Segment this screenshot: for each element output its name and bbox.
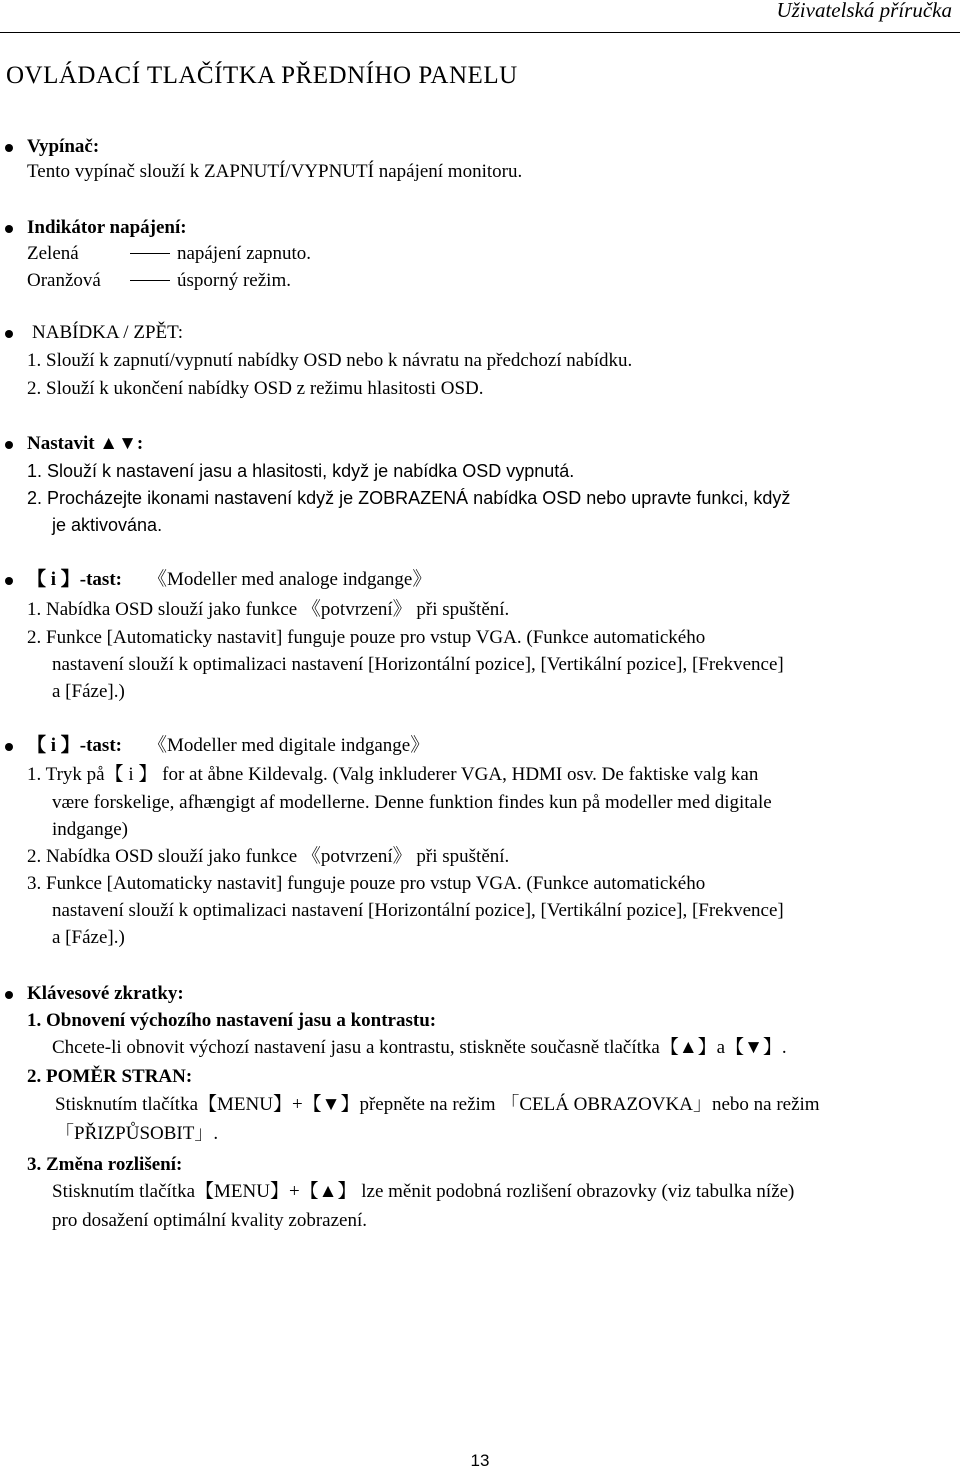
i-digital-item-1-line-3: indgange): [52, 819, 128, 840]
i-analog-item-2-line-3: a [Fáze].): [52, 681, 125, 702]
bullet-icon: [5, 330, 13, 338]
section-heading-power-indicator: Indikátor napájení:: [27, 217, 187, 238]
section-heading-shortcuts: Klávesové zkratky:: [27, 983, 184, 1004]
i-analog-item-2-line-1: 2. Funkce [Automaticky nastavit] funguje pouze pro vstup VGA. (Funkce automatického: [27, 627, 706, 648]
i-key-heading-digital: 【 i 】-tast:: [27, 735, 122, 756]
i-key-heading-analog: 【 i 】-tast:: [27, 569, 122, 590]
i-key-model-analog: 《Modeller med analoge indgange》: [148, 569, 432, 590]
shortcut-3-text-line-2: pro dosažení optimální kvality zobrazení.: [52, 1210, 367, 1231]
section-heading-menu-back: NABÍDKA / ZPĚT:: [32, 322, 184, 343]
page-title: OVLÁDACÍ TLAČÍTKA PŘEDNÍHO PANELU: [6, 62, 518, 89]
i-digital-item-1-line-2: være forskelige, afhængigt af modellerne. Denne funktion findes kun på modeller med digitale: [52, 792, 772, 813]
i-digital-item-2: 2. Nabídka OSD slouží jako funkce 《potvrzení》 při spuštění.: [27, 846, 510, 867]
i-analog-item-2-line-2: nastavení slouží k optimalizaci nastavení [Horizontální pozice], [Vertikální pozice], [Frekvence]: [52, 654, 784, 675]
dash-line: [130, 253, 170, 254]
i-digital-item-3-line-1: 3. Funkce [Automaticky nastavit] funguje pouze pro vstup VGA. (Funkce automatického: [27, 873, 706, 894]
green-label: Zelená: [27, 243, 79, 264]
bullet-icon: [5, 743, 13, 751]
i-digital-item-3-line-3: a [Fáze].): [52, 927, 125, 948]
bullet-icon: [5, 144, 13, 152]
shortcut-3-title: 3. Změna rozlišení:: [27, 1154, 183, 1175]
i-digital-item-1-line-1: 1. Tryk på【 i 】 for at åbne Kildevalg. (Valg inkluderer VGA, HDMI osv. De faktiske valg kan: [27, 764, 759, 785]
bullet-icon: [5, 991, 13, 999]
shortcut-1-title: 1. Obnovení výchozího nastavení jasu a kontrastu:: [27, 1010, 437, 1031]
header-divider: [0, 32, 960, 33]
section-heading-power-switch: Vypínač:: [27, 136, 100, 157]
dash-line: [130, 280, 170, 281]
adjust-item-1: 1. Slouží k nastavení jasu a hlasitosti, když je nabídka OSD vypnutá.: [27, 461, 575, 481]
shortcut-3-text-line-1: Stisknutím tlačítka【MENU】+【▲】 lze měnit podobná rozlišení obrazovky (viz tabulka níže): [52, 1181, 795, 1202]
bullet-icon: [5, 441, 13, 449]
section-heading-adjust: Nastavit ▲▼:: [27, 433, 144, 454]
shortcut-2-text-line-2: 「PŘIZPŮSOBIT」.: [55, 1123, 219, 1144]
shortcut-1-text: Chcete-li obnovit výchozí nastavení jasu a kontrastu, stiskněte současně tlačítka【▲】a【▼】.: [52, 1037, 787, 1058]
i-key-model-digital: 《Modeller med digitale indgange》: [148, 735, 430, 756]
adjust-item-2-line-1: 2. Procházejte ikonami nastavení když je ZOBRAZENÁ nabídka OSD nebo upravte funkci, když: [27, 488, 791, 508]
green-text: napájení zapnuto.: [177, 243, 312, 264]
menu-back-item-1: 1. Slouží k zapnutí/vypnutí nabídky OSD nebo k návratu na předchozí nabídku.: [27, 350, 633, 371]
orange-label: Oranžová: [27, 270, 101, 291]
shortcut-2-text-line-1: Stisknutím tlačítka【MENU】+【▼】přepněte na režim 「CELÁ OBRAZOVKA」nebo na režim: [55, 1094, 820, 1115]
page-number: 13: [470, 1451, 490, 1470]
menu-back-item-2: 2. Slouží k ukončení nabídky OSD z režimu hlasitosti OSD.: [27, 378, 484, 399]
i-analog-item-1: 1. Nabídka OSD slouží jako funkce 《potvrzení》 při spuštění.: [27, 599, 510, 620]
bullet-icon: [5, 577, 13, 585]
power-switch-text: Tento vypínač slouží k ZAPNUTÍ/VYPNUTÍ napájení monitoru.: [27, 161, 523, 182]
i-digital-item-3-line-2: nastavení slouží k optimalizaci nastavení [Horizontální pozice], [Vertikální pozice], [Frekvence]: [52, 900, 784, 921]
header-title: Uživatelská příručka: [776, 0, 952, 22]
shortcut-2-title: 2. POMĚR STRAN:: [27, 1066, 193, 1087]
bullet-icon: [5, 225, 13, 233]
adjust-item-2-line-2: je aktivována.: [52, 515, 163, 535]
orange-text: úsporný režim.: [177, 270, 291, 291]
